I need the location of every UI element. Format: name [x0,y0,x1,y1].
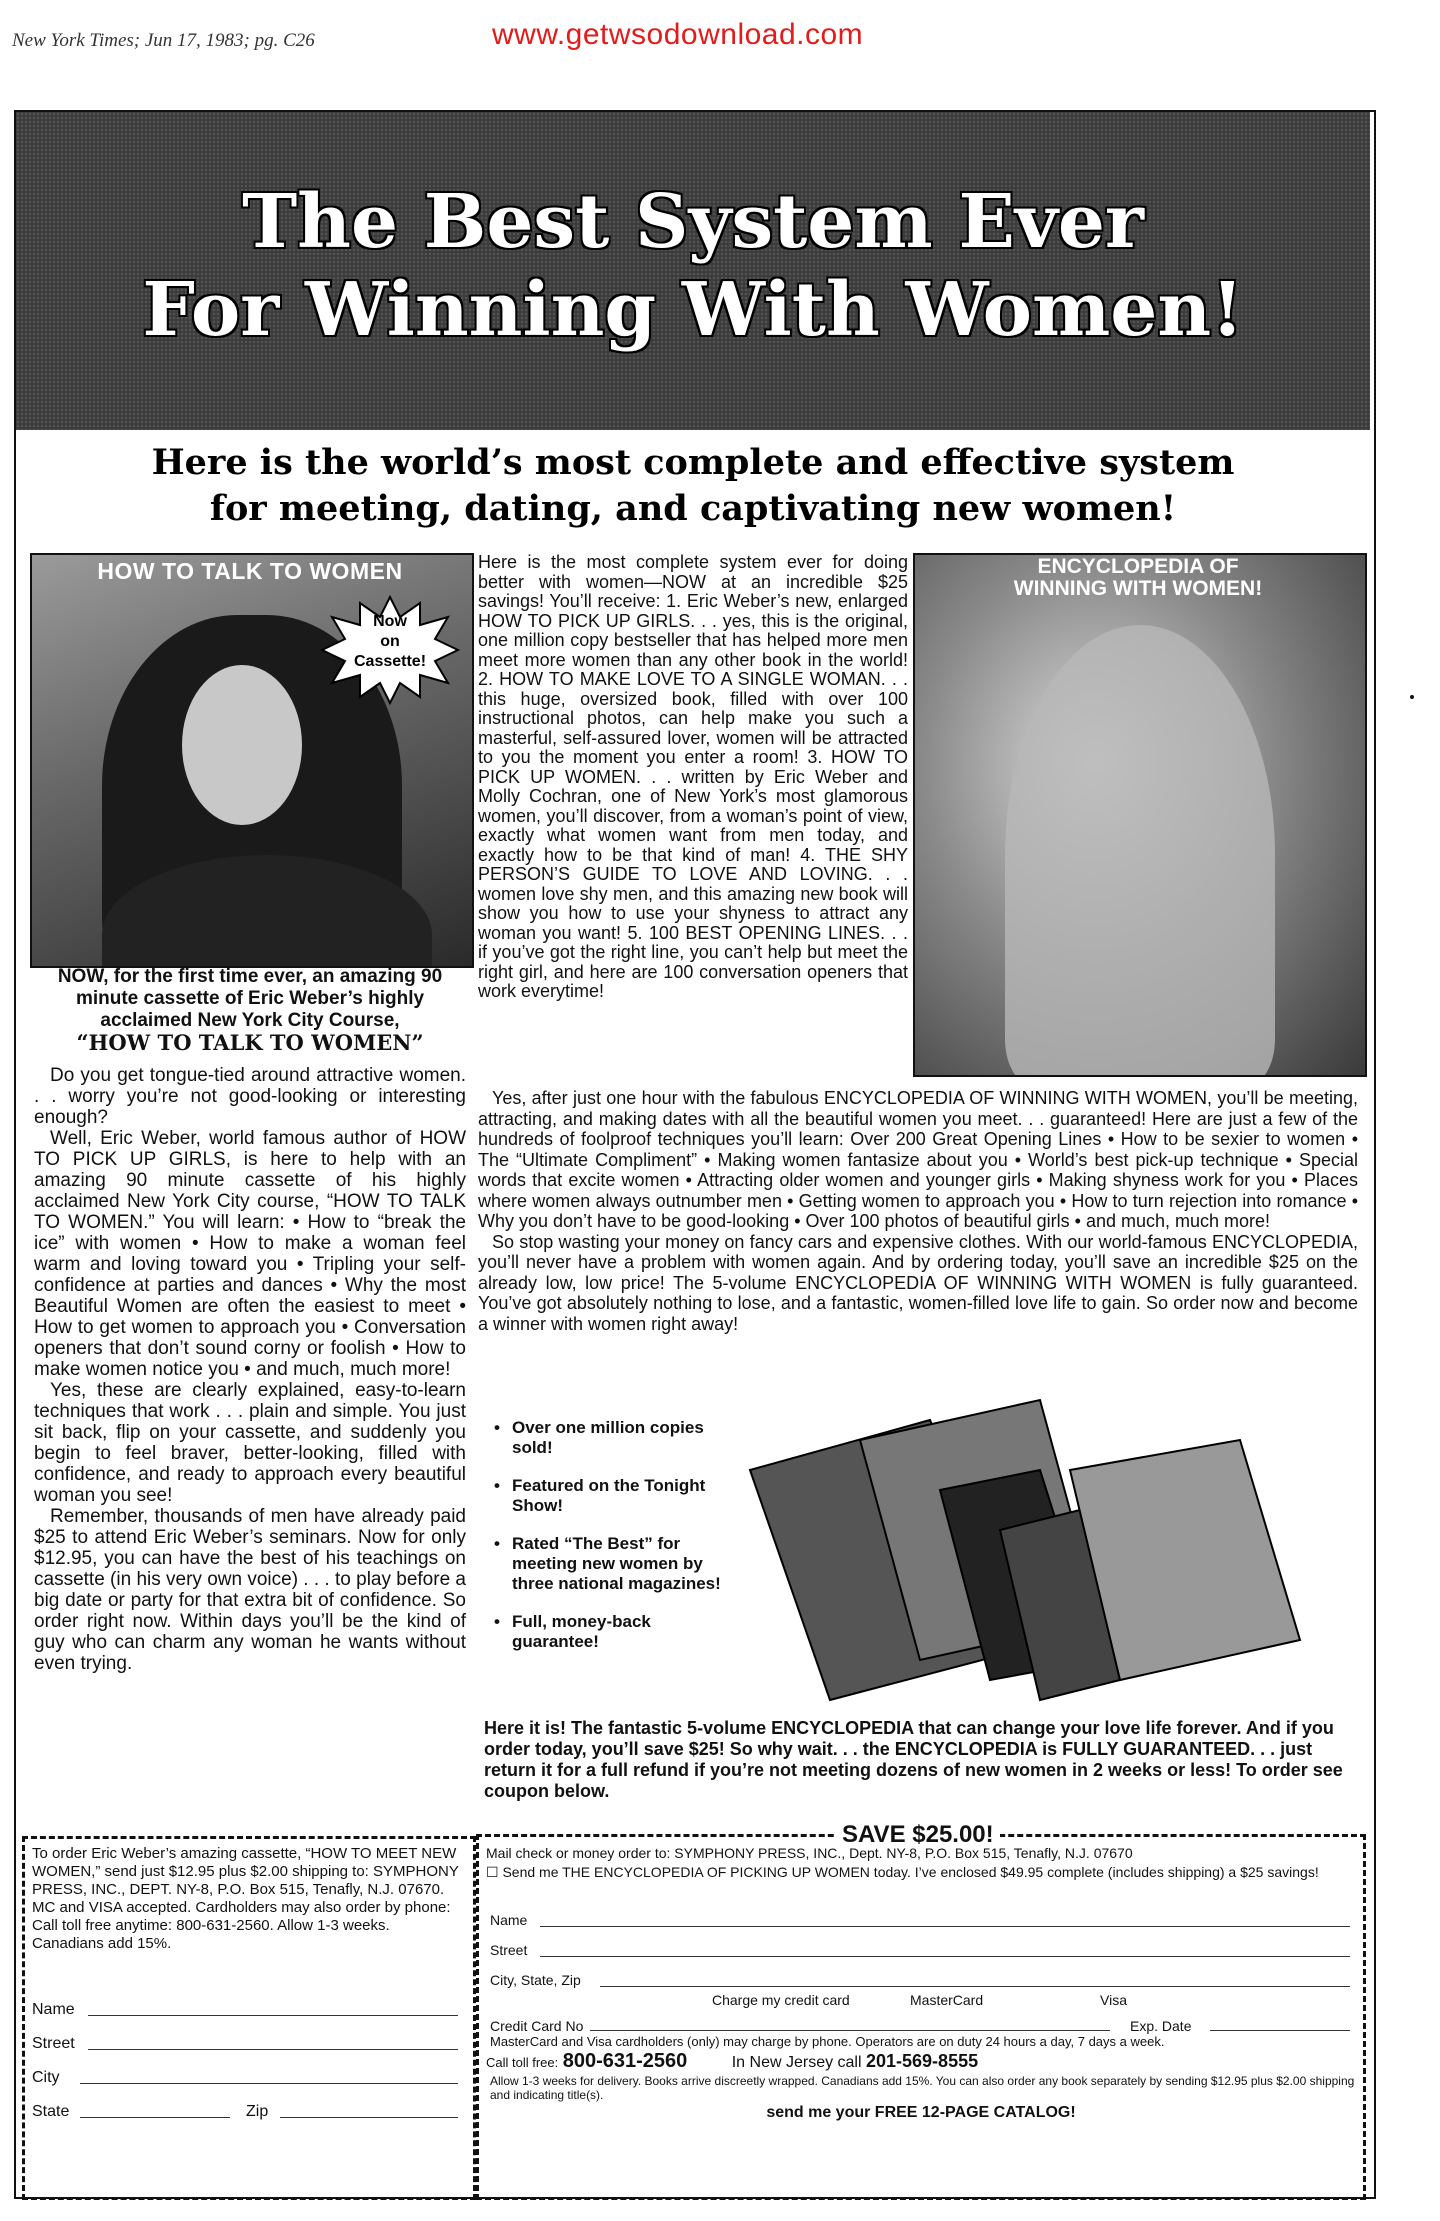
cassette-paragraph: Remember, thousands of men have already paid $25 to attend Eric Weber’s seminars. Now for only $12.95, you can have the best of his teachings on cassette (in his very own voice) . . . to play before a big date or party for that extra bit of confidence. So order right now. Within days you’ll be the kind of guy who can charm any woman he wants without even trying. [34,1506,466,1674]
encyclopedia-title [913,556,1363,600]
cassette-paragraph: Do you get tongue-tied around attractive women. . . worry you’re not good-looking or interesting enough? [34,1065,466,1128]
cassette-order-instructions: To order Eric Weber’s amazing cassette, “HOW TO MEET NEW WOMEN,” send just $12.95 plus $2.00 shipping to: SYMPHONY PRESS, INC., DEPT. NY-8, P.O. Box 515, Tenafly, N.J. 07670. MC and VISA accepted. Cardholders may also order by phone: Call toll free anytime: 800-631-2560. Allow 1-3 weeks. Canadians add 15%. [32,1845,459,1952]
toll-free-number[interactable]: 800-631-2560 [562,2050,688,2072]
card-number-field[interactable] [590,2030,1110,2031]
phone-order-note: MasterCard and Visa cardholders (only) may charge by phone. Operators are on duty 24 hours a day, 7 days a week. [490,2034,1165,2049]
headline [16,178,1370,354]
encyclopedia-model-photo [913,553,1367,1077]
visa-option[interactable]: Visa [1100,1992,1127,2008]
fine-print: Allow 1-3 weeks for delivery. Books arrive discreetly wrapped. Canadians add 15%. You can also order any book separately by sending $12.95 plus $2.00 shipping and indicating title(s). [490,2074,1355,2102]
book-stack-illustration [740,1380,1360,1710]
system-description: Here is the most complete system ever for doing better with women—NOW at an incredible $25 savings! You’ll receive: 1. Eric Weber’s new, enlarged HOW TO PICK UP GIRLS. . . yes, this is the original, one million copy bestseller that has helped more men meet more women than any other book in the world! 2. HOW TO MAKE LOVE TO A SINGLE WOMAN. . . this huge, oversized book, filled with over 100 instructional photos, can help make you such a masterful, self-assured lover, women will be attracted to you the moment you enter a room! 3. HOW TO PICK UP WOMEN. . . written by Eric Weber and Molly Cochran, one of New York’s most glamorous women, you’ll discover, from a woman’s point of view, exactly what women want from men today, and exactly how to be that kind of man! 4. THE SHY PERSON’S GUIDE TO LOVE AND LOVING. . . women love shy men, and this amazing new book will show you how to use your shyness to attract any woman you want! 5. 100 BEST OPENING LINES. . . if you’ve got the right line, you can’t help but meet the right girl, and here are 100 conversation openers that work everytime! [478,552,908,1001]
cassette-paragraph: Well, Eric Weber, world famous author of HOW TO PICK UP GIRLS, is here to help with an amazing 90 minute cassette of his highly acclaimed New York City course, “HOW TO TALK TO WOMEN.” You will learn: • How to “break the ice” with women • How to make a woman feel warm and loving toward you • Tripling your self-confidence at parties and dances • Why the most Beautiful Women are often the easiest to meet • How to get women to approach you • Conversation openers that don’t sound corny or foolish • How to make women notice you • and much, much more! [34,1128,466,1380]
feature-bullet: • Rated “The Best” for meeting new women by three national magazines! [492,1534,742,1594]
feature-bullet: • Over one million copies sold! [492,1418,742,1458]
toll-free-label: Call toll free: [486,2055,559,2070]
starburst-line-3: Cassette! [353,653,427,670]
encyclopedia-paragraph: Yes, after just one hour with the fabulous ENCYCLOPEDIA OF WINNING WITH WOMEN, you’ll be meeting, attracting, and making dates with all the beautiful women you meet. . . guaranteed! Here are just a few of the hundreds of foolproof techniques you’ll learn: Over 200 Great Opening Lines • How to be sexier to women • The “Ultimate Compliment” • Making women fantasize about you • World’s best pick-up technique • Special words that excite women • Attracting older women and younger girls • Making shyness work for you • Places where women always outnumber men • Getting women to approach you • How to turn rejection into romance • Why you don’t have to be good-looking • Over 100 photos of beautiful girls • and much, much more! [478,1088,1358,1231]
nj-phone-label: In New Jersey call [731,2054,862,2071]
cassette-body [34,1065,466,1674]
cassette-name-field[interactable] [88,2015,458,2016]
send-me-text: Send me THE ENCYCLOPEDIA OF PICKING UP WOMEN today. I’ve enclosed $49.95 complete (includes shipping) a $25 savings! [502,1864,1319,1880]
nj-phone-number[interactable]: 201-569-8555 [866,2051,979,2071]
headline-line-1: The Best System Ever [242,179,1144,265]
encyclopedia-title-line-2: WINNING WITH WOMEN! [1013,577,1263,600]
phone-row [486,2050,1352,2073]
feature-bullet: • Featured on the Tonight Show! [492,1476,742,1516]
cassette-zip-label: Zip [246,2103,269,2120]
feature-bullets [492,1418,742,1670]
encyclopedia-order-form [486,1845,1352,1881]
starburst-label [330,612,450,672]
encyclopedia-street-field[interactable] [540,1956,1350,1957]
cassette-state-label: State [32,2103,70,2120]
encyclopedia-city-label: City, State, Zip [490,1972,581,1988]
encyclopedia-body [478,1088,1358,1334]
save-banner: SAVE $25.00! [836,1821,1000,1849]
cassette-paragraph: Yes, these are clearly explained, easy-to-learn techniques that work . . . plain and simple. You just sit back, flip on your cassette, and suddenly you begin to feel braver, better-looking, filled with confidence, and ready to approach every beautiful woman you see! [34,1380,466,1506]
mail-to-address: Mail check or money order to: SYMPHONY PRESS, INC., Dept. NY-8, P.O. Box 515, Tenafly, N.J. 07670 [486,1845,1133,1861]
cassette-city-field[interactable] [80,2083,458,2084]
charge-card-label: Charge my credit card [712,1992,850,2008]
exp-date-label: Exp. Date [1130,2018,1192,2034]
cassette-city-label: City [32,2069,60,2086]
send-me-row: ☐ Send me THE ENCYCLOPEDIA OF PICKING UP WOMEN today. I’ve enclosed $49.95 complete (includes shipping) a $25 savings! [486,1864,1319,1880]
cassette-intro [30,966,470,1054]
subheadline [16,440,1370,532]
encyclopedia-name-field[interactable] [540,1926,1350,1927]
cassette-state-field[interactable] [80,2117,230,2118]
encyclopedia-name-label: Name [490,1912,528,1928]
headline-line-2: For Winning With Women! [142,267,1244,353]
feature-bullet: • Full, money-back guarantee! [492,1612,742,1652]
cassette-intro-text: NOW, for the first time ever, an amazing 90 minute cassette of Eric Weber’s highly acclaimed New York City Course, [57,966,443,1031]
encyclopedia-city-field[interactable] [600,1986,1350,1987]
cassette-title: HOW TO TALK TO WOMEN [97,558,403,584]
starburst-line-1: Now [373,613,407,630]
page-speck [1410,695,1414,699]
exp-date-field[interactable] [1210,2030,1350,2031]
cassette-name-label: Name [32,2001,75,2018]
cassette-street-field[interactable] [88,2049,458,2050]
encyclopedia-title-line-1: ENCYCLOPEDIA OF [1037,555,1239,578]
subheadline-line-2: for meeting, dating, and captivating new women! [209,488,1177,529]
encyclopedia-street-label: Street [490,1942,528,1958]
catalog-request[interactable]: send me your FREE 12-PAGE CATALOG! [766,2104,1076,2121]
starburst-line-2: on [380,633,400,650]
watermark [492,18,863,52]
watermark-text: www.getwsodownload.com [492,18,864,51]
mastercard-option[interactable]: MasterCard [910,1992,984,2008]
encyclopedia-paragraph: So stop wasting your money on fancy cars and expensive clothes. With our world-famous ENCYCLOPEDIA, you’ll never have a problem with women again. And by ordering today, you’ll save an incredible $25 on the already low, low price! The 5-volume ENCYCLOPEDIA OF WINNING WITH WOMEN is fully guaranteed. You’ve got absolutely nothing to lose, and a fantastic, women-filled love life to gain. So order now and become a winner with women right away! [478,1231,1358,1334]
cassette-zip-field[interactable] [280,2117,458,2118]
cassette-course-name: “HOW TO TALK TO WOMEN” [76,1030,424,1055]
citation: New York Times; Jun 17, 1983; pg. C26 [12,30,315,51]
closing-pitch: Here it is! The fantastic 5-volume ENCYCLOPEDIA that can change your love life forever. And if you order today, you’ll save $25! So why wait. . . the ENCYCLOPEDIA is FULLY GUARANTEED. . . just return it for a full refund if you’re not meeting dozens of new women in 2 weeks or less! To order see coupon below. [484,1718,1343,1801]
encyclopedia-order-coupon[interactable] [476,1834,1366,2200]
subheadline-line-1: Here is the world’s most complete and effective system [151,442,1235,483]
cassette-street-label: Street [32,2035,75,2052]
card-number-label: Credit Card No [490,2018,584,2034]
